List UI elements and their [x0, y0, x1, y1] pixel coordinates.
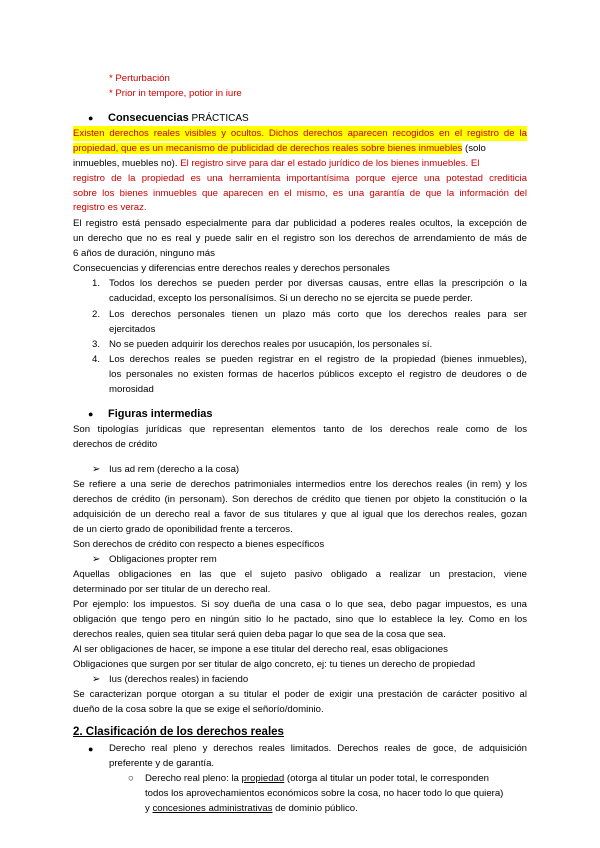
bullet-icon: ● — [88, 409, 94, 419]
bullet-icon: ● — [88, 113, 94, 123]
list-item-perturbacion: * Perturbación — [109, 73, 170, 84]
heading-figuras-intermedias: Figuras intermedias — [108, 408, 213, 420]
list-item-line: ejercitados — [109, 324, 156, 335]
paragraph-line: inmuebles, muebles no). El registro sirve para dar el estado jurídico de los bienes inmuebles. El — [73, 158, 480, 169]
arrow-bullet-icon: ➢ — [92, 674, 101, 685]
paragraph-line: Consecuencias y diferencias entre derechos reales y derechos personales — [73, 263, 390, 274]
paragraph-line: Se caracterizan porque otorgan a su titular el poder de exigir una prestación de carácter positivo al — [73, 689, 527, 700]
paragraph-line: 6 años de duración, ninguno más — [73, 248, 215, 259]
list-item-line: Los derechos reales se pueden registrar en el registro de la propiedad (bienes inmuebles), — [109, 354, 527, 365]
list-number: 1. — [92, 278, 101, 289]
paragraph-red-line: sobre los bienes inmuebles que aparecen en el mismo, es una garantía de que la información del — [73, 188, 527, 199]
paragraph-line: Se refiere a una serie de derechos patrimoniales intermedios entre los derechos reales (in rem) y los — [73, 479, 527, 490]
circle-bullet-icon: ○ — [128, 773, 134, 784]
sub-list-item-line: todos los aprovechamientos económicos sobre la cosa, no hacer todo lo que quiera) — [145, 788, 504, 799]
list-number: 2. — [92, 309, 101, 320]
paragraph-red-line: registro de la propiedad es una herramienta importantísima porque ejerce una potestad crediticia — [73, 173, 527, 184]
list-item-line: Derecho real pleno y derechos reales limitados. Derechos reales de goce, de adquisición — [109, 743, 527, 754]
sub-list-item-line: Derecho real pleno: la propiedad (otorga al titular un poder total, le corresponden — [145, 773, 490, 784]
paragraph-line: Al ser obligaciones de hacer, se impone a ese titular del derecho real, esas obligaciones — [73, 644, 448, 655]
paragraph-highlight-line: propiedad, que es un mecanismo de publicidad de derechos reales sobre bienes inmuebles (solo — [73, 143, 486, 154]
heading-consecuencias: Consecuencias PRÁCTICAS — [108, 112, 249, 124]
subheading-propter-rem: Obligaciones propter rem — [109, 554, 217, 565]
subheading-ius-in-faciendo: Ius (derechos reales) in faciendo — [109, 674, 249, 685]
list-item-line: No se pueden adquirir los derechos reales por usucapión, los personales sí. — [109, 339, 433, 350]
list-number: 3. — [92, 339, 101, 350]
list-item-line: Los derechos personales tienen un plazo más corto que los derechos reales para ser — [109, 309, 527, 320]
list-item-line: los personales no existen formas de hacerlos públicos excepto el registro de deudores o de — [109, 369, 527, 380]
sub-list-item-line: y concesiones administrativas de dominio público. — [145, 803, 358, 814]
list-item-prior-tempore: * Prior in tempore, potior in iure — [109, 88, 242, 99]
paragraph-line: Son tipologías jurídicas que representan elementos tanto de los derechos reale como de los — [73, 424, 527, 435]
paragraph-line: derechos reales, quien sea titular será quien deba pagar lo que sea de la cosa que sea. — [73, 629, 446, 640]
list-item-line: Todos los derechos se pueden perder por diversas causas, entre ellas la prescripción o la — [109, 278, 527, 289]
paragraph-line: derechos de crédito — [73, 439, 158, 450]
list-item-line: morosidad — [109, 384, 154, 395]
paragraph-red-line: registro es veraz. — [73, 202, 147, 213]
paragraph-line: dueño de la cosa sobre la que se exige el señorío/dominio. — [73, 704, 324, 715]
paragraph-line: Aquellas obligaciones en las que el sujeto pasivo obligado a realizar un prestacion, viene — [73, 569, 527, 580]
list-number: 4. — [92, 354, 101, 365]
paragraph-line: de un cierto grado de oponibilidad frente a terceros. — [73, 524, 293, 535]
arrow-bullet-icon: ➢ — [92, 464, 101, 475]
paragraph-line: determinado por ser titular de un derecho real. — [73, 584, 271, 595]
paragraph-line: derechos de crédito (in personam). Son derechos de crédito que tienen por objeto la constitución o la — [73, 494, 527, 505]
paragraph-line: obligación que tengo pero en ningún sitio lo he pactado, sino que lo establece la ley. Como en los — [73, 614, 527, 625]
paragraph-line: un derecho que no es real y puede salir en el registro son los derechos de arrendamiento de más de — [73, 233, 527, 244]
paragraph-line: Obligaciones que surgen por ser titular de algo concreto, ej: tu tienes un derecho de propiedad — [73, 659, 476, 670]
paragraph-line: Por ejemplo: los impuestos. Si soy dueña de una casa o lo que sea, debo pagar impuestos, es una — [73, 599, 527, 610]
list-item-line: preferente y de garantía. — [109, 758, 215, 769]
bullet-icon: ● — [88, 744, 94, 754]
paragraph-line: Son derechos de crédito con respecto a bienes específicos — [73, 539, 325, 550]
paragraph-line: El registro está pensado especialmente para dar publicidad a poderes reales ocultos, la excepción de — [73, 218, 527, 229]
section-heading-clasificacion: 2. Clasificación de los derechos reales — [73, 726, 284, 738]
paragraph-highlight-line: Existen derechos reales visibles y ocultos. Dichos derechos aparecen recogidos en el registro de la — [73, 128, 527, 139]
arrow-bullet-icon: ➢ — [92, 554, 101, 565]
paragraph-line: adquisición de un derecho real a favor de sus titulares y que al igual que los derechos reales, gozan — [73, 509, 527, 520]
list-item-line: caducidad, excepto los personalísimos. Si un derecho no se ejercita se puede perder. — [109, 293, 473, 304]
subheading-ius-ad-rem: Ius ad rem (derecho a la cosa) — [109, 464, 240, 475]
